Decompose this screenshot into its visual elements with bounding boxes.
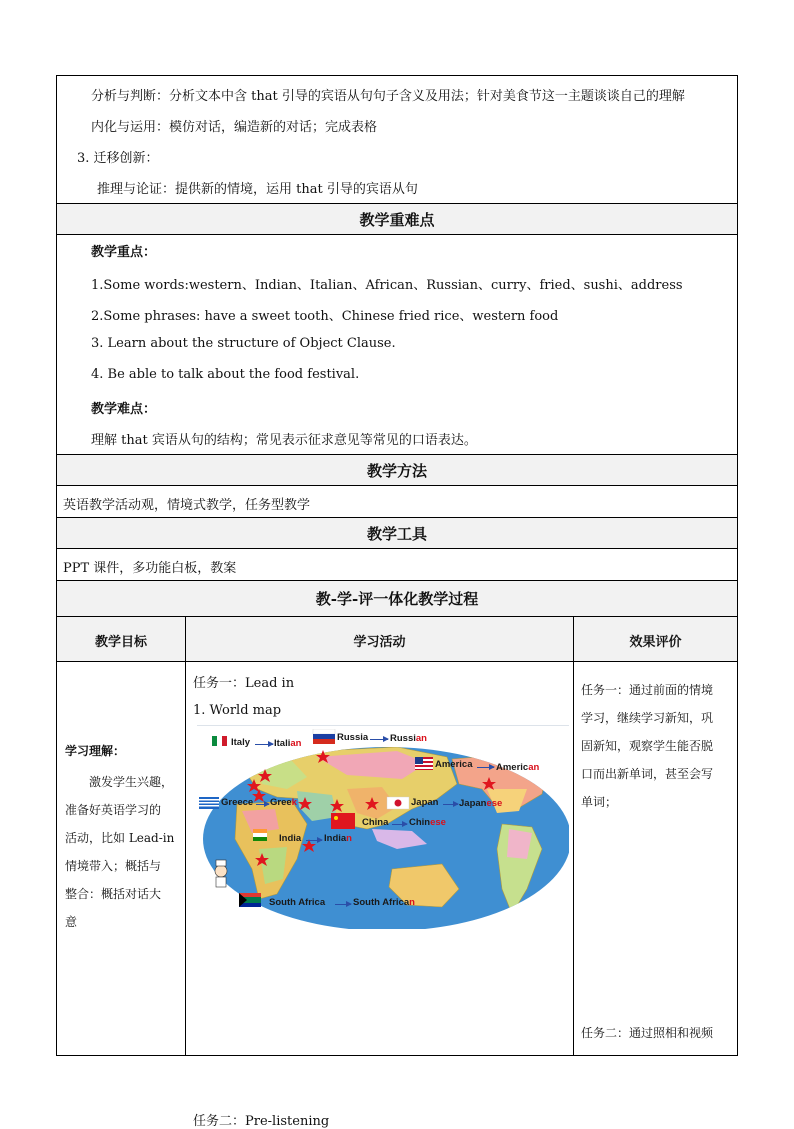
arrow-icon: [370, 739, 388, 740]
eval-line: 学习，继续学习新知，巩: [581, 711, 714, 725]
method-text: 英语教学活动观，情境式教学，任务型教学: [63, 498, 311, 513]
label-china: China: [362, 817, 389, 828]
arrow-icon: [306, 840, 322, 841]
intro-line-analysis: 分析与判断：分析文本中含 that 引导的宾语从句句子含义及用法；针对美食节这一主题谈谈自己的理解: [91, 89, 685, 104]
evaluation-text: [581, 676, 735, 816]
focus-item-2: 2.Some phrases: have a sweet tooth、Chinese fried rice、western food: [91, 309, 559, 324]
header-goal: 教学目标: [94, 635, 147, 650]
india-flag-icon: [253, 829, 267, 841]
china-flag-icon: [331, 813, 355, 829]
focus-label: 教学重点：: [91, 245, 157, 260]
task2-label: 任务二：Pre-listening: [193, 1114, 330, 1129]
map-top-rule: [197, 725, 569, 726]
arrow-icon: [477, 767, 494, 768]
header-evaluation: 效果评价: [629, 635, 682, 650]
italy-flag-icon: [212, 736, 227, 746]
goal-line: 情境带入；概括与: [65, 859, 162, 873]
intro-line-transfer: 3. 迁移创新：: [77, 151, 159, 166]
lesson-plan-table: [56, 75, 738, 1129]
column-divider: [185, 662, 186, 1055]
arrow-icon: [335, 904, 351, 905]
russia-flag-icon: [313, 729, 335, 744]
intro-section: [57, 76, 737, 203]
eval-line: 固新知，观察学生能否脱: [581, 739, 714, 753]
label-india: India: [279, 833, 302, 844]
label-russian: Russian: [390, 733, 427, 744]
eval-task2: 任务二：通过照相和视频: [581, 1026, 714, 1040]
method-header: [57, 454, 737, 485]
label-italy: Italy: [231, 737, 251, 748]
tools-title: 教学工具: [366, 524, 427, 543]
intro-line-internalize: 内化与运用：模仿对话，编造新的对话；完成表格: [91, 120, 378, 135]
intro-line-reasoning: 推理与论证：提供新的情境，运用 that 引导的宾语从句: [97, 182, 418, 197]
key-points-title: 教学重难点: [359, 210, 435, 229]
focus-item-1: 1.Some words:western、Indian、Italian、African、Russian、curry、fried、sushi、address: [91, 278, 683, 293]
arrow-icon: [392, 824, 407, 825]
task1-label: 任务一：Lead in: [193, 676, 295, 691]
arrow-icon: [255, 744, 273, 745]
world-map: [197, 729, 569, 929]
goal-line: 整合：概括对话大: [65, 887, 162, 901]
eval-line: 单词；: [581, 795, 618, 809]
goal-text: [65, 768, 183, 936]
focus-item-4: 4. Be able to talk about the food festival.: [91, 367, 360, 382]
goal-label: 学习理解：: [65, 744, 126, 758]
process-header: [57, 580, 737, 616]
method-row: [57, 485, 737, 517]
process-table-head: [57, 616, 737, 661]
focus-item-3: 3. Learn about the structure of Object Clause.: [91, 336, 396, 351]
label-japanese: Japanese: [459, 798, 503, 809]
process-table-body: [57, 661, 737, 1129]
label-russia: Russia: [337, 732, 369, 743]
process-title: 教-学-评一体化教学过程: [315, 590, 479, 608]
column-divider: [573, 662, 574, 1055]
label-indian: Indian: [324, 833, 352, 844]
tools-header: [57, 517, 737, 548]
label-japan: Japan: [411, 797, 439, 808]
arrow-icon: [256, 804, 269, 805]
arrow-icon: [443, 804, 458, 805]
label-chinese: Chinese: [409, 817, 446, 828]
goal-line: 活动，比如 Lead-in: [65, 831, 175, 845]
label-america: America: [435, 759, 473, 770]
eval-line: 任务一：通过前面的情境: [581, 683, 714, 697]
difficulty-text: 理解 that 宾语从句的结构；常见表示征求意见等常见的口语表达。: [91, 433, 477, 448]
label-greece: Greece: [221, 797, 254, 808]
eval-line: 口而出新单词，甚至会写: [581, 767, 714, 781]
america-flag-icon: [415, 757, 433, 770]
label-italian: Italian: [274, 738, 302, 749]
key-points-section: [57, 234, 737, 454]
japan-flag-icon: [387, 797, 409, 809]
south-africa-flag-icon: [239, 893, 261, 907]
label-greek: Greek: [270, 797, 297, 808]
greece-flag-icon: [199, 797, 219, 809]
goal-line: 意: [65, 915, 78, 929]
header-activity: 学习活动: [353, 635, 406, 650]
label-american: American: [496, 762, 540, 773]
chef-icon: [215, 860, 227, 887]
goal-line: 准备好英语学习的: [65, 803, 162, 817]
method-title: 教学方法: [366, 461, 427, 480]
label-south-african: South African: [353, 897, 415, 908]
task1-item: 1. World map: [193, 703, 282, 718]
label-south-africa: South Africa: [269, 897, 326, 908]
tools-row: [57, 548, 737, 580]
key-points-header: [57, 203, 737, 234]
goal-line: 激发学生兴趣，: [89, 775, 174, 789]
tools-text: PPT 课件，多功能白板，教案: [63, 561, 237, 576]
difficulty-label: 教学难点：: [91, 402, 157, 417]
